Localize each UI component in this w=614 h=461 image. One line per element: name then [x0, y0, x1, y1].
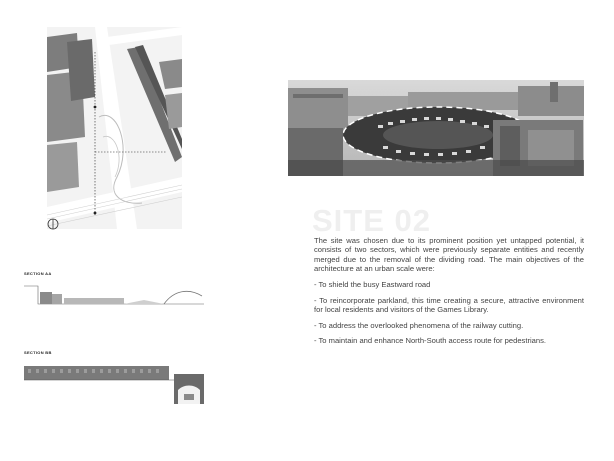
- section-bb-label: SECTION BB: [24, 350, 52, 355]
- north-arrow-icon: [47, 217, 59, 229]
- objective-item: - To reincorporate parkland, this time creating a secure, attractive environment for local residents and visitors of the Games Library.: [314, 295, 584, 315]
- section-bb-drawing: [24, 360, 204, 408]
- objective-item: - To address the overlooked phenomena of the railway cutting.: [314, 320, 524, 330]
- site-plan: [47, 27, 182, 229]
- section-aa-drawing: [24, 282, 204, 306]
- section-aa-label: SECTION AA: [24, 271, 52, 276]
- site-title: SITE 02: [312, 203, 431, 238]
- site-intro: The site was chosen due to its prominent position yet untapped potential, it consists of two sectors, which were previously separate entities and recently merged due to the removal of the dividing road. The main objectives of the architecture at an urban scale were:: [314, 236, 584, 273]
- objective-item: - To shield the busy Eastward road: [314, 280, 431, 290]
- site-description: [314, 236, 584, 352]
- objective-item: - To maintain and enhance North-South access route for pedestrians.: [314, 336, 547, 346]
- aerial-photo: [288, 80, 584, 176]
